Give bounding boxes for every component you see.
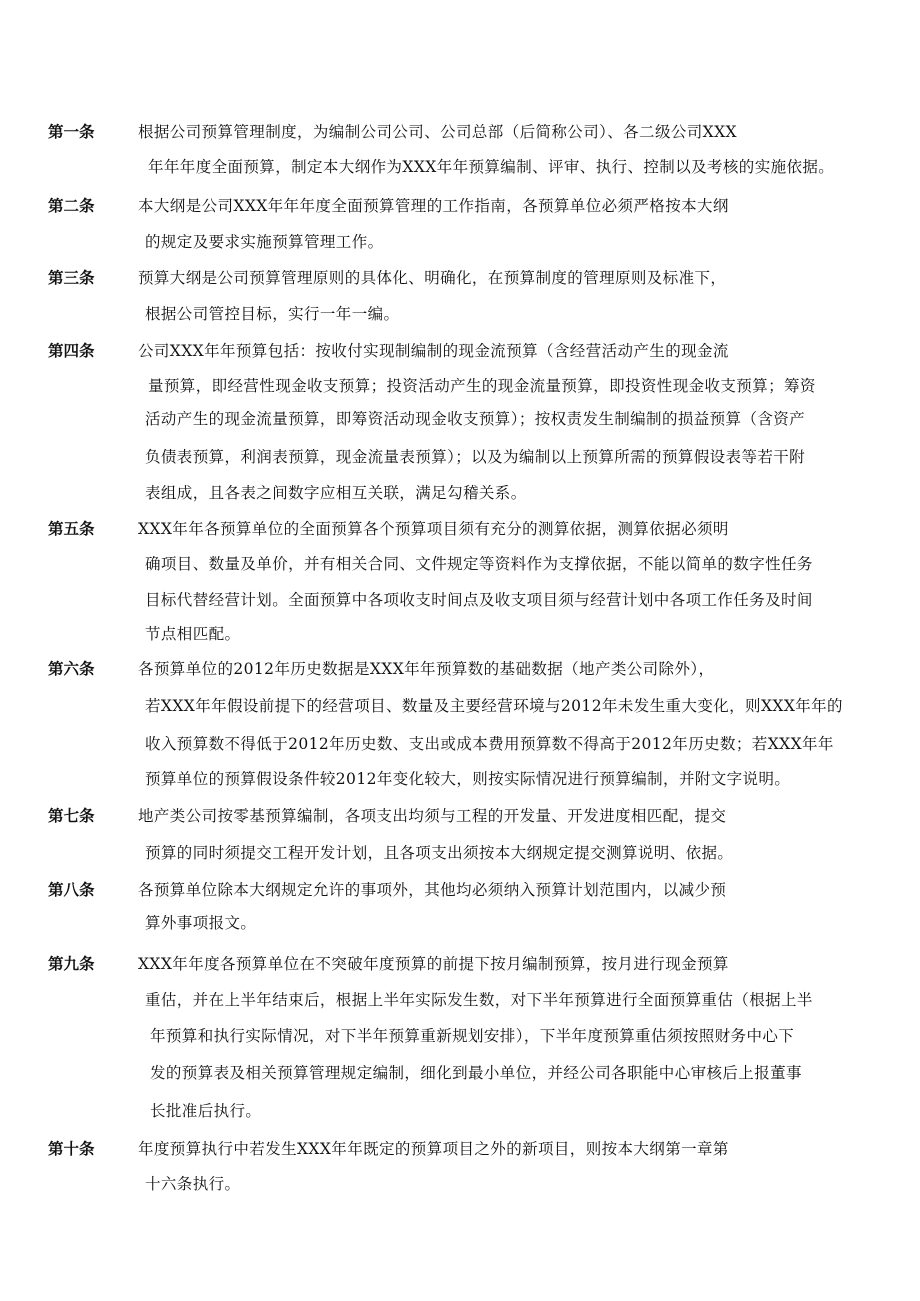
article-4-line-1: 公司XXX年年预算包括：按收付实现制编制的现金流预算（含经营活动产生的现金流 — [138, 342, 729, 360]
article-1-label: 第一条 — [48, 123, 95, 141]
article-7-label: 第七条 — [48, 807, 95, 825]
article-3-line-1: 预算大纲是公司预算管理原则的具体化、明确化，在预算制度的管理原则及标准下， — [138, 269, 727, 287]
article-1-line-1: 根据公司预算管理制度，为编制公司公司、公司总部（后简称公司）、各二级公司XXX — [138, 123, 737, 141]
article-2-label: 第二条 — [48, 197, 95, 215]
article-9-line-4: 发的预算表及相关预算管理规定编制，细化到最小单位，并经公司各职能中心审核后上报董事 — [150, 1064, 802, 1082]
article-9-line-1: XXX年年度各预算单位在不突破年度预算的前提下按月编制预算，按月进行现金预算 — [138, 955, 729, 973]
article-4-line-5: 表组成，且各表之间数字应相互关联，满足勾稽关系。 — [145, 484, 527, 502]
article-3-label: 第三条 — [48, 269, 95, 287]
article-8-line-2: 算外事项报文。 — [145, 914, 257, 932]
article-2-line-1: 本大纲是公司XXX年年年度全面预算管理的工作指南，各预算单位必须严格按本大纲 — [138, 197, 729, 215]
article-6-line-2: 若XXX年年假设前提下的经营项目、数量及主要经营环境与2012年未发生重大变化，则XXX年年的 — [145, 697, 843, 715]
article-6-line-3: 收入预算数不得低于2012年历史数、支出或成本费用预算数不得高于2012年历史数；若XXX年年 — [145, 735, 834, 753]
article-8-label: 第八条 — [48, 881, 95, 899]
article-10-label: 第十条 — [48, 1140, 95, 1158]
article-7-line-1: 地产类公司按零基预算编制，各项支出均须与工程的开发量、开发进度相匹配，提交 — [138, 807, 727, 825]
article-6-line-4: 预算单位的预算假设条件较2012年变化较大，则按实际情况进行预算编制，并附文字说明。 — [145, 770, 791, 788]
article-1-line-2: 年年年度全面预算，制定本大纲作为XXX年年预算编制、评审、执行、控制以及考核的实施依据。 — [148, 158, 835, 176]
article-5-line-1: XXX年年各预算单位的全面预算各个预算项目须有充分的测算依据，测算依据必须明 — [138, 520, 729, 538]
article-10-line-2: 十六条执行。 — [145, 1175, 241, 1193]
article-9-line-5: 长批准后执行。 — [150, 1102, 262, 1120]
article-2-line-2: 的规定及要求实施预算管理工作。 — [145, 233, 384, 251]
article-6-label: 第六条 — [48, 660, 95, 678]
article-6-line-1: 各预算单位的2012年历史数据是XXX年年预算数的基础数据（地产类公司除外）， — [138, 660, 715, 678]
article-4-line-3: 活动产生的现金流量预算，即筹资活动现金收支预算）；按权责发生制编制的损益预算（含资产 — [145, 410, 806, 428]
article-5-line-3: 目标代替经营计划。全面预算中各项收支时间点及收支项目须与经营计划中各项工作任务及时间 — [145, 591, 813, 609]
article-5-line-2: 确项目、数量及单价，并有相关合同、文件规定等资料作为支撑依据，不能以简单的数字性任务 — [145, 555, 813, 573]
article-7-line-2: 预算的同时须提交工程开发计划，且各项支出须按本大纲规定提交测算说明、依据。 — [145, 844, 734, 862]
article-9-line-3: 年预算和执行实际情况，对下半年预算重新规划安排），下半年度预算重估须按照财务中心下 — [150, 1027, 795, 1045]
article-3-line-2: 根据公司管控目标，实行一年一编。 — [145, 305, 400, 323]
article-4-line-2: 量预算，即经营性现金收支预算；投资活动产生的现金流量预算，即投资性现金收支预算；筹资 — [148, 377, 816, 395]
article-9-label: 第九条 — [48, 955, 95, 973]
article-8-line-1: 各预算单位除本大纲规定允许的事项外，其他均必须纳入预算计划范围内，以减少预 — [138, 881, 727, 899]
article-5-label: 第五条 — [48, 520, 95, 538]
article-9-line-2: 重估，并在上半年结束后，根据上半年实际发生数，对下半年预算进行全面预算重估（根据上半 — [145, 991, 813, 1009]
article-10-line-1: 年度预算执行中若发生XXX年年既定的预算项目之外的新项目，则按本大纲第一章第 — [138, 1140, 729, 1158]
article-4-label: 第四条 — [48, 342, 95, 360]
article-5-line-4: 节点相匹配。 — [145, 625, 241, 643]
article-4-line-4: 负债表预算，利润表预算，现金流量表预算）；以及为编制以上预算所需的预算假设表等若干附 — [145, 448, 806, 466]
